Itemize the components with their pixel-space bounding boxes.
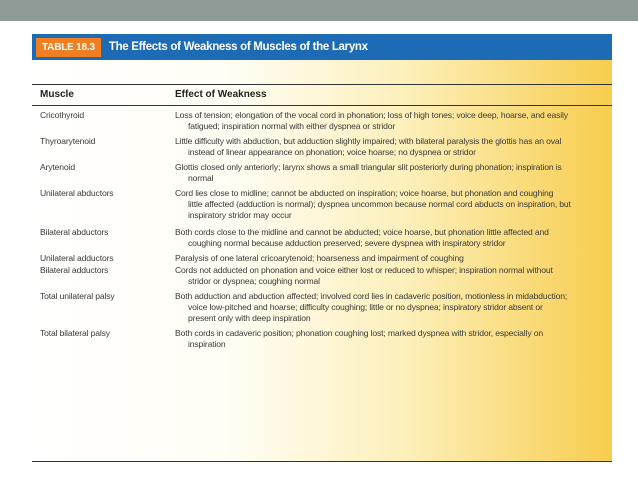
effect-line: coughing normal because adduction preserved; severe dyspnea with inspiratory stridor — [188, 238, 506, 248]
effect-cell — [175, 253, 595, 264]
table-header — [32, 34, 612, 60]
effect-line: inspiratory stridor may occur — [188, 210, 292, 220]
effect-line: fatigued; inspiration normal with either dyspnea or stridor — [188, 121, 396, 131]
effect-line: Both adduction and abduction affected; involved cord lies in cadaveric position, motionless in midabduction; — [175, 291, 568, 301]
effect-line: Cords not adducted on phonation and voice either lost or reduced to whisper; inspiration normal without — [175, 265, 553, 275]
effect-cell — [175, 162, 595, 184]
table-row — [32, 110, 612, 132]
effect-line: Both cords close to the midline and cannot be abducted; voice hoarse, but phonation little affected and — [175, 227, 549, 237]
muscle-cell: Arytenoid — [40, 162, 75, 172]
effect-line: Paralysis of one lateral cricoarytenoid; hoarseness and impairment of coughing — [175, 253, 464, 263]
effect-line: stridor or dyspnea; coughing normal — [188, 276, 320, 286]
table-bottom-rule — [32, 461, 612, 462]
column-header-effect: Effect of Weakness — [175, 89, 267, 100]
table-row — [32, 265, 612, 287]
effect-cell — [175, 136, 595, 158]
effect-line: Cord lies close to midline; cannot be abducted on inspiration; voice hoarse, but phonation and coughing — [175, 188, 554, 198]
column-header-muscle: Muscle — [40, 89, 74, 100]
table-row — [32, 253, 612, 264]
muscle-cell: Thyroarytenoid — [40, 136, 96, 146]
effect-line: normal — [188, 173, 214, 183]
table-row — [32, 291, 612, 324]
table-row — [32, 227, 612, 249]
muscle-cell: Unilateral abductors — [40, 188, 114, 198]
effect-line: little affected (adduction is normal); dyspnea uncommon because normal cord abducts on inspiration, but — [188, 199, 571, 209]
slide-content — [32, 34, 612, 464]
effect-cell — [175, 265, 595, 287]
muscle-cell: Total bilateral palsy — [40, 328, 110, 338]
effect-cell — [175, 328, 595, 350]
muscle-cell: Total unilateral palsy — [40, 291, 115, 301]
table-rows — [32, 110, 612, 354]
effect-line: inspiration — [188, 339, 226, 349]
muscle-cell: Bilateral adductors — [40, 265, 109, 275]
effect-line: instead of linear appearance on phonation; voice hoarse; no dyspnea or stridor — [188, 147, 476, 157]
table-row — [32, 328, 612, 350]
table-row — [32, 188, 612, 221]
effect-cell — [175, 227, 595, 249]
table-row — [32, 162, 612, 184]
muscle-cell: Cricothyroid — [40, 110, 85, 120]
effect-cell — [175, 291, 595, 324]
effect-cell — [175, 110, 595, 132]
table-body — [32, 60, 612, 462]
muscle-cell: Bilateral abductors — [40, 227, 109, 237]
effect-line: Little difficulty with abduction, but adduction slightly impaired; with bilateral paralysis the glottis has an oval — [175, 136, 562, 146]
muscle-cell: Unilateral adductors — [40, 253, 114, 263]
effect-line: Both cords in cadaveric position; phonation coughing lost; marked dyspnea with stridor, especially on — [175, 328, 543, 338]
table-title: The Effects of Weakness of Muscles of the Larynx — [108, 41, 368, 53]
effect-line: voice low-pitched and hoarse; difficulty coughing; little or no dyspnea; inspiratory stridor absent or — [188, 302, 543, 312]
table-row — [32, 136, 612, 158]
top-bar — [0, 0, 638, 21]
effect-line: Glottis closed only anteriorly; larynx shows a small triangular slit posteriorly during phonation; inspiration is — [175, 162, 562, 172]
table-number: TABLE 18.3 — [36, 38, 101, 57]
effect-line: present only with deep inspiration — [188, 313, 311, 323]
effect-cell — [175, 188, 595, 221]
effect-line: Loss of tension; elongation of the vocal cord in phonation; loss of high tones; voice deep, hoarse, and easily — [175, 110, 568, 120]
column-headers — [32, 84, 612, 106]
